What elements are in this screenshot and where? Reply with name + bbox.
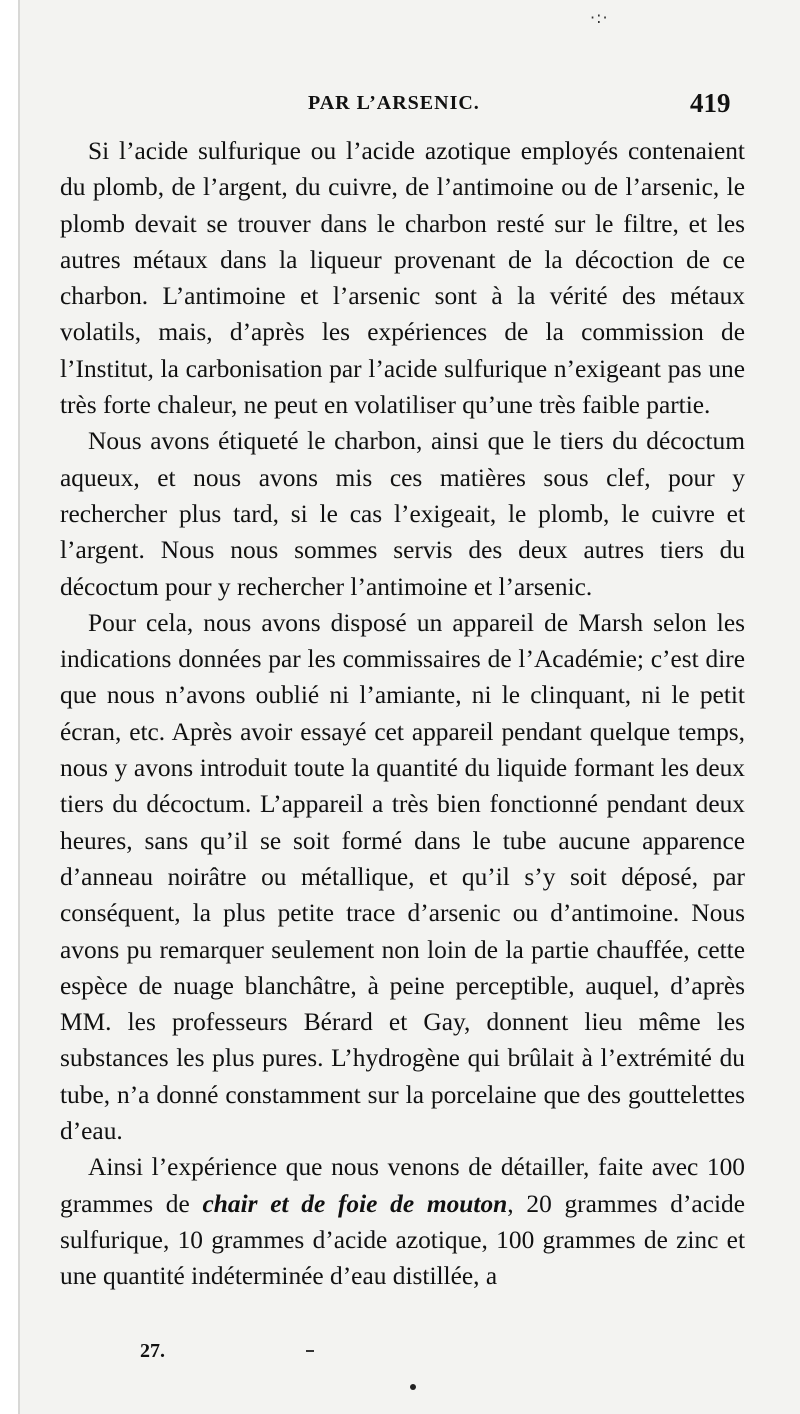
paragraph-3: Pour cela, nous avons disposé un appareil de Marsh selon les indications données par les commissaires de l’Académie; c’est dire que nous n’avons oublié ni l’amiante, ni le clinquant, ni le petit écran, etc. Après avoir essayé cet appareil pendant quelque temps, nous y avons introduit toute la quantité du liquide formant les deux tiers du décoctum. L’appareil a très bien fonctionné pendant deux heures, sans qu’il se soit formé dans le tube aucune apparence d’anneau noirâtre ou métallique, et qu’il s’y soit déposé, par conséquent, la plus petite trace d’arsenic ou d’antimoine. Nous avons pu remarquer seulement non loin de la partie chauffée, cette espèce de nuage blanchâtre, à peine perceptible, auquel, d’après MM. les professeurs Bérard et Gay, donnent lieu même les substances les plus pures. L’hydrogène qui brûlait à l’extrémité du tube, n’a donné constamment sur la porcelaine que des gouttelettes d’eau. [60,608,745,1146]
ink-dot [410,1384,416,1390]
edge-ink-marks: ·:· [590,8,609,27]
body-text [60,133,745,1295]
paragraph-1: Si l’acide sulfurique ou l’acide azotique employés contenaient du plomb, de l’argent, du cuivre, de l’antimoine ou de l’arsenic, le plomb devait se trouver dans le charbon resté sur le filtre, et les autres métaux dans la liqueur provenant de la décoction de ce charbon. L’antimoine et l’arsenic sont à la vérité des métaux volatils, mais, d’après les expériences de la commission de l’Institut, la carbonisation par l’acide sulfurique n’exigeant pas une très forte chaleur, ne peut en volatiliser qu’une très faible partie. [60,137,745,420]
paragraph-4 [60,1149,745,1294]
paragraph-4-italic: chair et de foie de mouton [202,1189,508,1218]
paragraph-4-start: Ainsi l’expérience que nous venons de détailler, faite avec 100 grammes de [60,1153,745,1218]
paragraph-2: Nous avons étiqueté le charbon, ainsi que le tiers du décoctum aqueux, et nous avons mis ces matières sous clef, pour y rechercher plus tard, si le cas l’exigeait, le plomb, le cuivre et l’argent. Nous nous sommes servis des deux autres tiers du décoctum pour y rechercher l’antimoine et l’arsenic. [60,427,745,601]
page-number: 419 [690,88,731,118]
dash-mark [306,1350,314,1352]
signature-mark: 27. [140,1340,165,1362]
paragraph-4-end: , 20 grammes d’acide sulfurique, 10 grammes d’acide azotique, 100 grammes de zinc et une quantité indéterminée d’eau distillée, a [60,1189,745,1291]
running-title: PAR L’ARSENIC. [308,92,480,114]
